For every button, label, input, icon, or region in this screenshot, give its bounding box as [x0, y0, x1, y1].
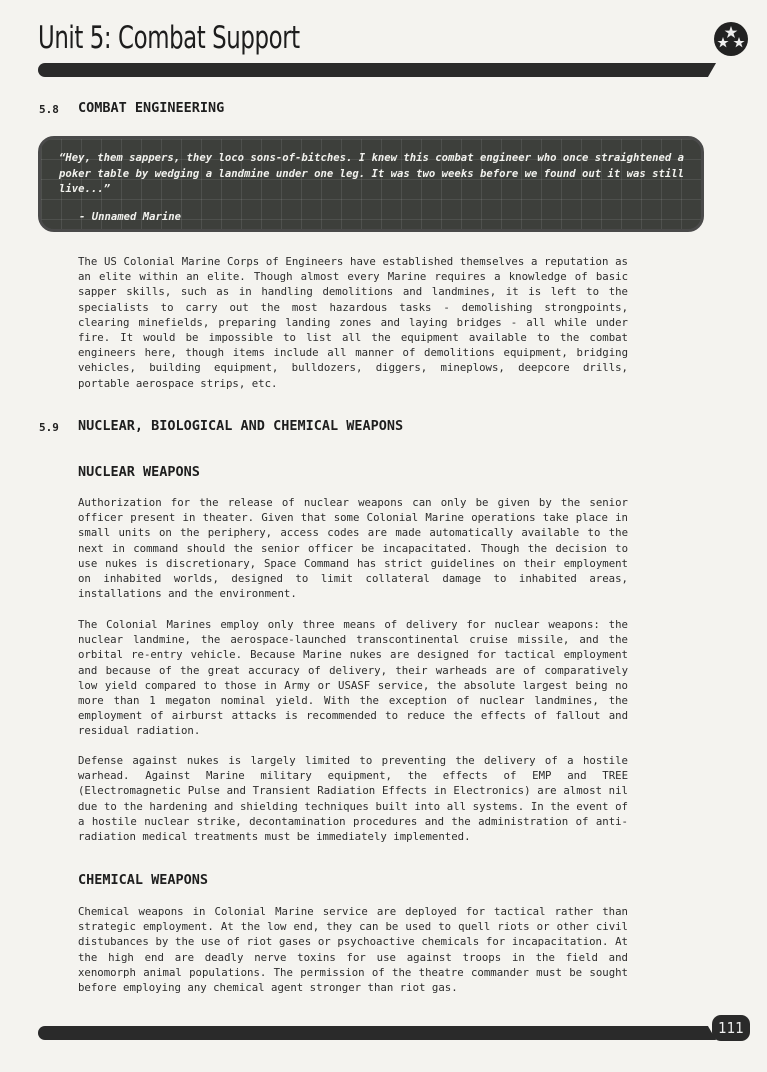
- chemical-paragraph: Chemical weapons in Colonial Marine service are deployed for tactical rather than strategic employment. At the low end, they can be used to quell riots or other civil distubances by the use of riot gases or psychoactive chemicals for incapacitation. At the high end are deadly nerve toxins for use against troops in the field and xenomorph animal populations. The permission of the theatre commander must be sought before employing any chemical agent stronger than riot gas.: [78, 905, 628, 995]
- nuclear-paragraph: Defense against nukes is largely limited to preventing the delivery of a hostile warhead. Against Marine military equipment, the effects of EMP and TREE (Electromagnetic Pulse and Transient Radiation Effects in Electronics) are almost nil due to the hardening and shielding techniques built into all systems. In the event of a hostile nuclear strike, decontamination procedures and the administration of anti-radiation medical treatments must be immediately implemented.: [78, 754, 628, 844]
- footer-rule: [38, 1026, 706, 1040]
- quote-box: [38, 136, 704, 232]
- section-title: NUCLEAR, BIOLOGICAL AND CHEMICAL WEAPONS: [78, 418, 404, 434]
- nuclear-paragraph: The Colonial Marines employ only three means of delivery for nuclear weapons: the nuclear landmine, the aerospace-launched transcontinental cruise missile, and the orbital re-entry vehicle. Because Marine nukes are designed for tactical employment and because of the great accuracy of delivery, their warheads are of comparatively low yield compared to those in Army or USASF service, the absolute largest being no more than 1 megaton nominal yield. With the exception of nuclear landmines, the employment of airburst attacks is recommended to reduce the effects of fallout and residual radiation.: [78, 618, 628, 738]
- subsection-title-chemical: CHEMICAL WEAPONS: [78, 872, 209, 888]
- combat-engineering-paragraph: The US Colonial Marine Corps of Engineers have established themselves a reputation as an elite within an elite. Though almost every Marine requires a knowledge of basic sapper skills, such as in handling demolitions and landmines, it is left to the specialists to carry out the most hazardous tasks - demolishing strongpoints, clearing minefields, preparing landing zones and laying bridges - all while under fire. It would be impossible to list all the equipment available to the combat engineers here, though items include all manner of demolitions equipment, bridging vehicles, building equipment, bulldozers, diggers, mineplows, deepcore drills, portable aerospace strips, etc.: [78, 255, 628, 390]
- header-rule: [38, 63, 706, 77]
- section-title: COMBAT ENGINEERING: [78, 100, 225, 116]
- page-number: 111: [712, 1015, 750, 1041]
- nuclear-paragraph: Authorization for the release of nuclear weapons can only be given by the senior officer present in theater. Given that some Colonial Marine operations take place in small units on the periphery, access codes are made automatically available to the next in command should the senior officer be incapacitated. Though the decision to use nukes is discretionary, Space Command has strict guidelines on their employment on inhabited worlds, designed to limit collateral damage to inhabited areas, installations and the environment.: [78, 496, 628, 601]
- usmc-stars-emblem-icon: [713, 21, 749, 57]
- section-number: 5.8: [39, 103, 59, 116]
- quote-attribution: - Unnamed Marine: [79, 211, 182, 223]
- page-title: Unit 5: Combat Support: [38, 20, 300, 56]
- subsection-title-nuclear: NUCLEAR WEAPONS: [78, 464, 200, 480]
- quote-text: “Hey, them sappers, they loco sons-of-bitches. I knew this combat engineer who once straightened a poker table by wedging a landmine under one leg. It was two weeks before we found out it was still live...”: [59, 152, 685, 195]
- section-number: 5.9: [39, 421, 59, 434]
